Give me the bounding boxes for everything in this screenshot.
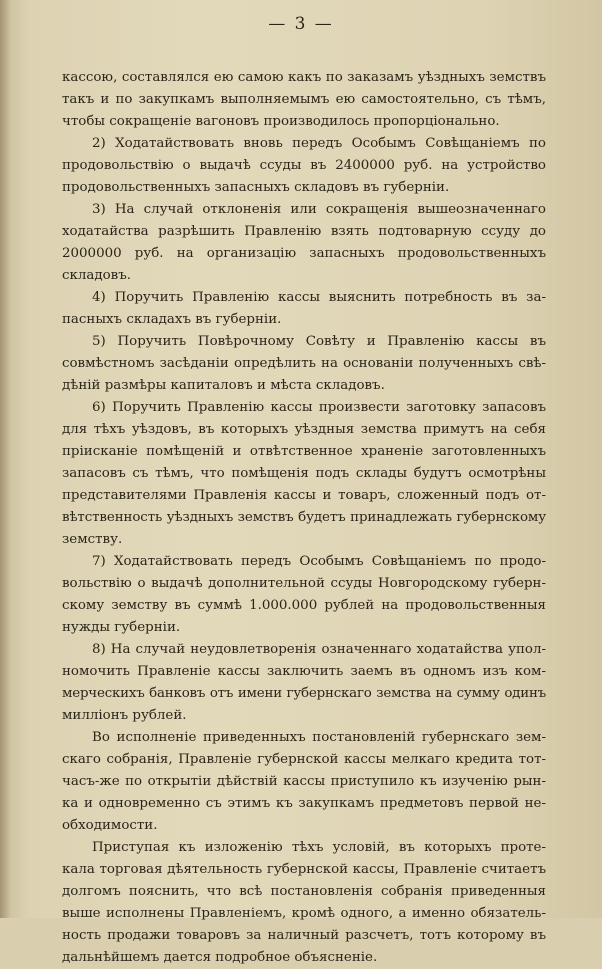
text-line: вѣтственность уѣздныхъ земствъ будетъ принадлежать губернскому [62, 510, 546, 525]
text-line: продовольствію о выдачѣ ссуды въ 2400000 руб. на устройство [62, 158, 546, 173]
text-line: ходатайства разрѣшить Правленію взять подтоварную ссуду до [62, 224, 546, 239]
text-line: скаго собранія, Правленіе губернской кассы мелкаго кредита тот- [62, 752, 546, 767]
text-line: для тѣхъ уѣздовъ, въ которыхъ уѣздныя земства примутъ на себя [62, 422, 546, 437]
text-line: 3) На случай отклоненія или сокращенія вышеозначеннаго [92, 202, 546, 217]
text-line: мерческихъ банковъ отъ имени губернскаго земства на сумму одинъ [62, 686, 546, 701]
text-line: кала торговая дѣятельность губернской кассы, Правленіе считаетъ [62, 862, 546, 877]
text-line: земству. [62, 532, 123, 547]
text-line: 7) Ходатайствовать передъ Особымъ Совѣщаніемъ по продо- [92, 554, 546, 569]
body-text [62, 67, 546, 969]
page-number: — 3 — [268, 14, 334, 34]
text-line: запасовъ съ тѣмъ, что помѣщенія подъ склады будутъ осмотрѣны [62, 466, 546, 481]
text-line: Во исполненіе приведенныхъ постановленій губернскаго зем- [92, 730, 546, 745]
text-line: ка и одновременно съ этимъ къ закупкамъ предметовъ первой не- [62, 796, 546, 811]
text-line: совмѣстномъ засѣданіи опредѣлить на основаніи полученныхъ свѣ- [62, 356, 546, 371]
text-line: номочить Правленіе кассы заключить заемъ въ одномъ изъ ком- [62, 664, 546, 679]
text-line: Приступая къ изложенію тѣхъ условій, въ которыхъ проте- [92, 840, 546, 855]
text-line: нужды губерніи. [62, 620, 181, 635]
text-line: дальнѣйшемъ дается подробное объясненіе. [62, 950, 378, 965]
text-line: 2) Ходатайствовать вновь передъ Особымъ Совѣщаніемъ по [92, 136, 546, 151]
text-line: складовъ. [62, 268, 131, 283]
text-line: долгомъ пояснить, что всѣ постановленія собранія приведенныя [62, 884, 546, 899]
text-line: ность продажи товаровъ за наличный разсчетъ, тотъ которому въ [62, 928, 546, 943]
text-line: милліонъ рублей. [62, 708, 187, 723]
text-line: 4) Поручить Правленію кассы выяснить потребность въ за- [92, 290, 546, 305]
text-line: такъ и по закупкамъ выполняемымъ ею самостоятельно, съ тѣмъ, [62, 92, 546, 107]
text-line: 8) На случай неудовлетворенія означеннаго ходатайства упол- [92, 642, 546, 657]
text-line: часъ-же по открытіи дѣйствій кассы приступило къ изученію рын- [62, 774, 546, 789]
text-line: представителями Правленія кассы и товаръ, сложенный подъ от- [62, 488, 546, 503]
text-line: скому земству въ суммѣ 1.000.000 рублей на продовольственныя [62, 598, 546, 613]
text-line: кассою, составлялся ею самою какъ по заказамъ уѣздныхъ земствъ [62, 70, 546, 85]
text-line: дѣній размѣры капиталовъ и мѣста складовъ. [62, 378, 385, 393]
text-line: продовольственныхъ запасныхъ складовъ въ губерніи. [62, 180, 450, 195]
text-line: пріисканіе помѣщеній и отвѣтственное храненіе заготовленныхъ [62, 444, 546, 459]
page-binding-edge [0, 0, 10, 918]
text-line: чтобы сокращеніе вагоновъ производилось пропорціонально. [62, 114, 500, 129]
text-line: обходимости. [62, 818, 158, 833]
text-line: 5) Поручить Повѣрочному Совѣту и Правленію кассы въ [92, 334, 546, 349]
text-line: 6) Поручить Правленію кассы произвести заготовку запасовъ [92, 400, 546, 415]
text-line: 2000000 руб. на организацію запасныхъ продовольственныхъ [62, 246, 546, 261]
text-line: выше исполнены Правленіемъ, кромѣ одного, а именно обязатель- [62, 906, 546, 921]
text-line: вольствію о выдачѣ дополнительной ссуды Новгородскому губерн- [62, 576, 546, 591]
text-line: пасныхъ складахъ въ губерніи. [62, 312, 282, 327]
